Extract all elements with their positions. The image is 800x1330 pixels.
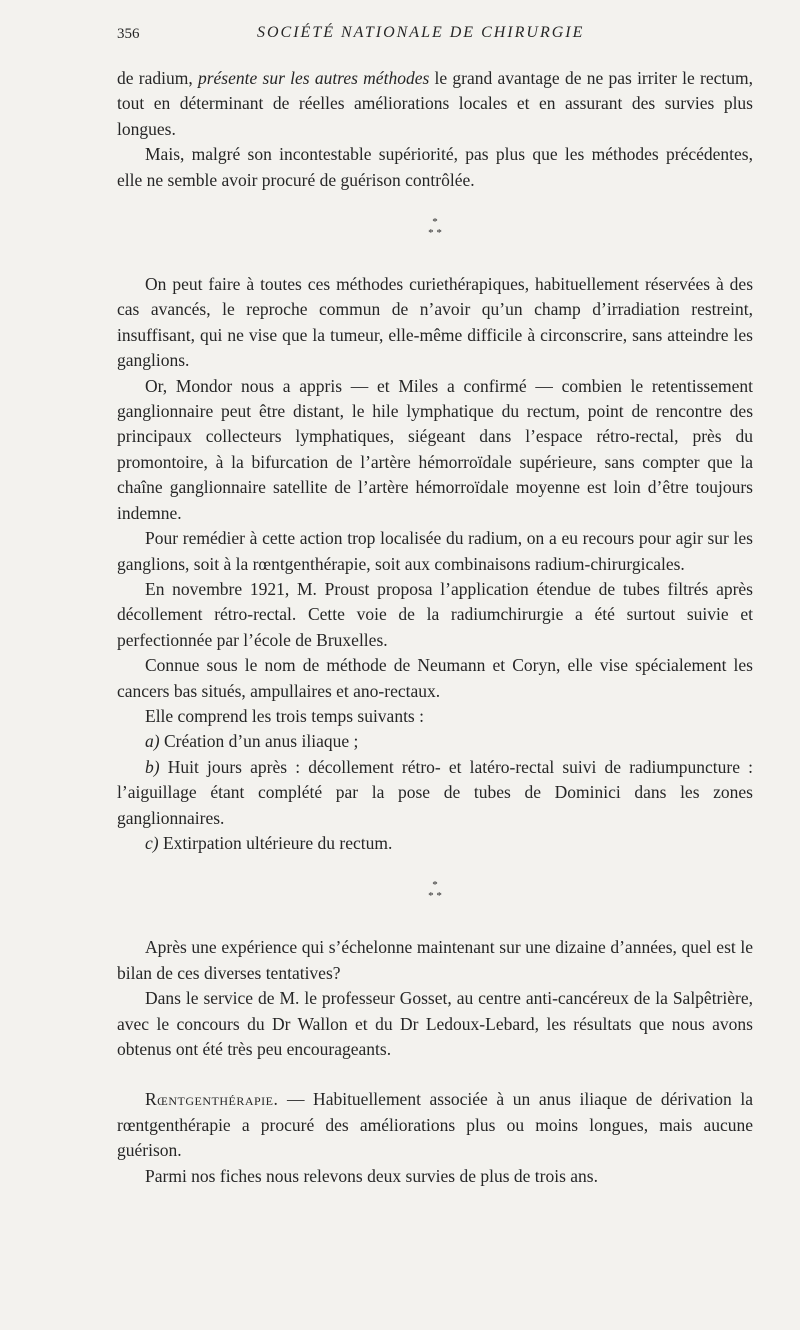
list-item: a) Création d’un anus iliaque ; xyxy=(145,731,359,752)
section-separator xyxy=(117,217,753,239)
list-item-label: a) xyxy=(145,731,160,752)
paragraph: Après une expérience qui s’échelonne maintenant sur une dizaine d’années, quel est le bilan de ces diverses tentatives? xyxy=(117,937,753,983)
paragraph: En novembre 1921, M. Proust proposa l’application étendue de tubes filtrés après décollement rétro-rectal. Cette voie de la radiumchirurgie a été surtout suivie et perfectionnée par l’école de Bruxelles. xyxy=(117,578,753,650)
separator-star-top: * xyxy=(432,216,438,229)
section-separator xyxy=(117,880,753,902)
paragraph: Pour remédier à cette action trop localisée du radium, on a eu recours pour agir sur les ganglions, soit à la rœntgenthérapie, soit aux combinaisons radium-chirurgicales. xyxy=(117,528,753,574)
page-number: 356 xyxy=(117,26,140,42)
running-head: SOCIÉTÉ NATIONALE DE CHIRURGIE xyxy=(257,24,585,41)
separator-star-top: * xyxy=(432,879,438,892)
paragraph: Or, Mondor nous a appris — et Miles a confirmé — combien le retentissement ganglionnaire peut être distant, le hile lymphatique du rectum, point de rencontre des principaux collecteurs lymphatiques, siégeant dans l’espace rétro-rectal, près du promontoire, à la bifurcation de l’artère hémorroïdale supérieure, sans compter que la chaîne ganglionnaire satellite de l’artère hémorroïdale moyenne est loin d’être toujours indemne. xyxy=(117,375,753,523)
list-item-label: b) xyxy=(145,756,160,777)
page-header xyxy=(117,18,753,46)
paragraph: Elle comprend les trois temps suivants : xyxy=(145,705,424,726)
paragraph: Rœntgenthérapie. — Habituellement associée à un anus iliaque de dérivation la rœntgenthérapie a procuré des améliorations plus ou moins longues, mais aucune guérison. xyxy=(117,1089,753,1161)
page-body xyxy=(117,66,753,1189)
list-item: b) Huit jours après : décollement rétro- et latéro-rectal suivi de radiumpuncture : l’aiguillage étant complété par la pose de tubes de Dominici dans les zones ganglionnaires. xyxy=(117,756,753,828)
italic-phrase: présente sur les autres méthodes xyxy=(197,68,430,88)
paragraph: On peut faire à toutes ces méthodes curiethérapiques, habituellement réservées à des cas avancés, le reproche commun de n’avoir qu’un champ d’irradiation restreint, insuffisant, qui ne vise que la tumeur, elle-même difficile à circonscrire, sans atteindre les ganglions. xyxy=(117,274,753,371)
paragraph: Parmi nos fiches nous relevons deux survies de plus de trois ans. xyxy=(145,1165,598,1186)
list-item: c) Extirpation ultérieure du rectum. xyxy=(145,832,393,853)
separator-stars-bottom: * * xyxy=(428,890,442,903)
paragraph: Dans le service de M. le professeur Gosset, au centre anti-cancéreux de la Salpêtrière, avec le concours du Dr Wallon et du Dr Ledoux-Lebard, les résultats que nous avons obtenus ont été très peu encourageants. xyxy=(117,988,753,1059)
paragraph: Mais, malgré son incontestable supériorité, pas plus que les méthodes précédentes, elle ne semble avoir procuré de guérison contrôlée. xyxy=(117,144,753,190)
section-heading: Rœntgenthérapie. xyxy=(145,1089,279,1110)
list-item-label: c) xyxy=(145,832,159,853)
paragraph: de radium, présente sur les autres méthodes le grand avantage de ne pas irriter le rectum, tout en déterminant de réelles améliorations locales et en assurant des survies plus longues. xyxy=(117,68,753,139)
separator-stars-bottom: * * xyxy=(428,227,442,240)
paragraph: Connue sous le nom de méthode de Neumann et Coryn, elle vise spécialement les cancers bas situés, ampullaires et ano-rectaux. xyxy=(117,655,753,701)
